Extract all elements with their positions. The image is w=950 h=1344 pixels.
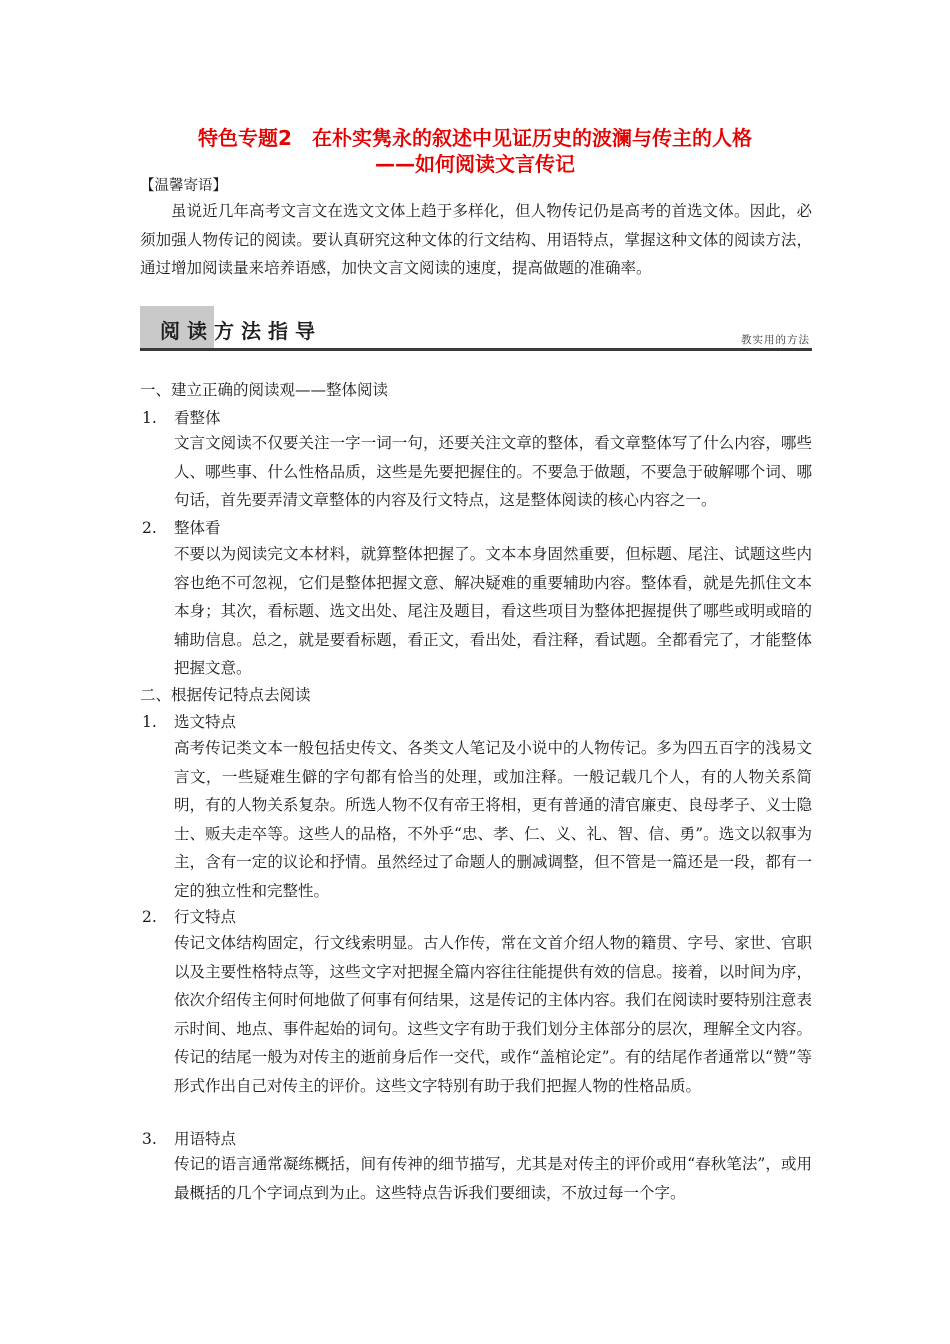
item-body: 传记的语言通常凝练概括，间有传神的细节描写，尤其是对传主的评价或用“春秋笔法”，或用最概括的几个字词点到为止。这些特点告诉我们要细读，不放过每一个字。: [174, 1155, 812, 1202]
banner-title: 阅读方法指导: [160, 319, 322, 343]
item-body: 不要以为阅读完文本材料，就算整体把握了。文本本身固然重要，但标题、尾注、试题这些内容也绝不可忽视，它们是整体把握文意、解决疑难的重要辅助内容。整体看，就是先抓住文本本身；其次，看标题、选文出处、尾注及题目，看这些项目为整体把握提供了哪些或明或暗的辅助信息。总之，就是要看标题，看正文，看出处，看注释，看试题。全都看完了，才能整体把握文意。: [174, 545, 812, 678]
intro-paragraph: 虽说近几年高考文言文在选文文体上趋于多样化，但人物传记仍是高考的首选文体。因此，必须加强人物传记的阅读。要认真研究这种文体的行文结构、用语特点，掌握这种文体的阅读方法，通过增加阅读量来培养语感，加快文言文阅读的速度，提高做题的准确率。: [140, 202, 812, 278]
item-number: 2.: [142, 908, 157, 926]
section-banner: [140, 306, 812, 354]
item-body: 传记文体结构固定，行文线索明显。古人作传，常在文首介绍人物的籍贯、字号、家世、官职以及主要性格特点等，这些文字对把握全篇内容往往能提供有效的信息。接着，以时间为序，依次介绍传主何时何地做了何事有何结果，这是传记的主体内容。我们在阅读时要特别注意表示时间、地点、事件起始的词句。这些文字有助于我们划分主体部分的层次，理解全文内容。传记的结尾一般为对传主的逝前身后作一交代，或作“盖棺论定”。有的结尾作者通常以“赞”等形式作出自己对传主的评价。这些文字特别有助于我们把握人物的性格品质。: [174, 934, 812, 1095]
item-body: 高考传记类文本一般包括史传文、各类文人笔记及小说中的人物传记。多为四五百字的浅易文言文，一些疑难生僻的字句都有恰当的处理，或加注释。一般记载几个人，有的人物关系简明，有的人物关系复杂。所选人物不仅有帝王将相，更有普通的清官廉吏、良母孝子、义士隐士、贩夫走卒等。这些人的品格，不外乎“忠、孝、仁、义、礼、智、信、勇”。选文以叙事为主，含有一定的议论和抒情。虽然经过了命题人的删减调整，但不管是一篇还是一段，都有一定的独立性和完整性。: [174, 739, 812, 900]
banner-subtitle: 教实用的方法: [741, 334, 810, 346]
item-title: 整体看: [174, 519, 221, 537]
item-title: 用语特点: [174, 1130, 237, 1148]
item-title: 看整体: [174, 409, 221, 427]
page-title-line2: ——如何阅读文言传记: [375, 152, 575, 176]
item-body: 文言文阅读不仅要关注一字一词一句，还要关注文章的整体，看文章整体写了什么内容，哪些人、哪些事、什么性格品质，这些是先要把握住的。不要急于做题，不要急于破解哪个词、哪句话，首先要弄清文章整体的内容及行文特点，这是整体阅读的核心内容之一。: [174, 434, 812, 510]
item-number: 2.: [142, 519, 157, 537]
item-number: 1.: [142, 713, 157, 731]
item-title: 行文特点: [174, 908, 237, 926]
item-number: 1.: [142, 409, 157, 427]
tip-label: 【温馨寄语】: [140, 178, 227, 194]
item-number: 3.: [142, 1130, 157, 1148]
section-heading: 二、根据传记特点去阅读: [140, 686, 311, 704]
section-heading: 一、建立正确的阅读观——整体阅读: [140, 381, 389, 399]
item-title: 选文特点: [174, 713, 237, 731]
page-title-line1: 特色专题2 在朴实隽永的叙述中见证历史的波澜与传主的人格: [198, 126, 752, 150]
banner-rule: [140, 348, 812, 351]
